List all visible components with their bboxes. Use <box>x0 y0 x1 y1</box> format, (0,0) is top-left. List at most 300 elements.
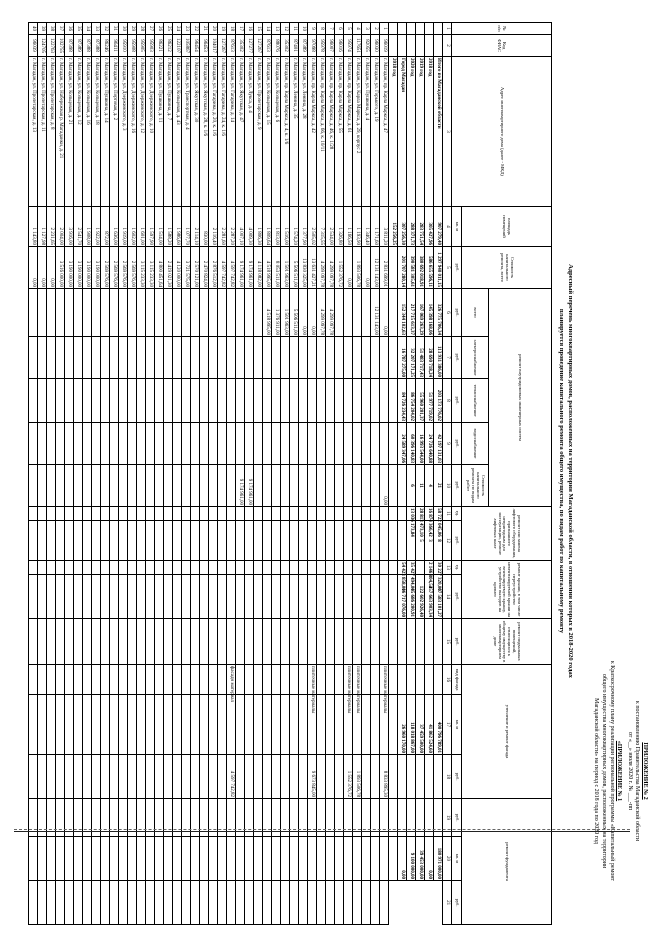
cell-found-area <box>263 837 272 881</box>
cell-works <box>146 465 155 507</box>
column-number: 20 <box>443 837 452 881</box>
cell-lift-n: 6 <box>407 465 416 507</box>
cell-basement <box>218 619 227 665</box>
cell-area: 4 007,10 <box>236 207 245 247</box>
cell-sys: 0,00 <box>308 289 317 337</box>
cell-basement <box>335 619 344 665</box>
cell-total: 1 297 940 011,15 <box>434 247 443 289</box>
cell-basement <box>47 619 56 665</box>
cell-el <box>245 337 254 379</box>
cell-facade-vid <box>101 665 110 695</box>
cell-lift-n <box>272 507 281 521</box>
cell-basement: 16 717 076,00 <box>398 575 407 619</box>
cell-sys: 145 398 168,06 <box>425 289 434 337</box>
cell-facade-area <box>119 695 128 755</box>
cell-area: 2 541,70 <box>74 207 83 247</box>
cell-total: 4 597 742,82 <box>227 247 236 289</box>
cell-heat <box>236 379 245 423</box>
page-divider-dashed <box>14 829 630 830</box>
cell-works <box>173 465 182 507</box>
cell-lift-n <box>83 507 92 521</box>
cell-el <box>254 337 263 379</box>
cell-area: 1 574,20 <box>290 207 299 247</box>
cell-heat <box>335 379 344 423</box>
cell-num: 14 <box>263 23 272 35</box>
cell-basement <box>236 619 245 665</box>
cell-address: г. Магадан, ул. Горького, д. 19 <box>371 57 380 207</box>
cell-fias: 96454 <box>191 35 200 57</box>
cell-lift-n <box>65 507 74 521</box>
cell-facade: 118 018 867,00 <box>407 695 416 755</box>
cell-facade <box>83 755 92 799</box>
cell-basement <box>38 619 47 665</box>
cell-found-area <box>92 837 101 881</box>
cell-lift-n <box>389 465 398 507</box>
cell-el: 32 207 171,25 <box>407 337 416 379</box>
cell-heat <box>218 379 227 423</box>
cell-el <box>335 337 344 379</box>
cell-basement <box>164 619 173 665</box>
column-number: 5 <box>443 247 452 289</box>
cell-heat <box>146 379 155 423</box>
cell-num: 4 <box>353 23 362 35</box>
cell-heat <box>317 379 326 423</box>
cell-found-area <box>281 837 290 881</box>
cell-roof-n <box>308 561 317 575</box>
unit-rub: руб. <box>452 619 462 665</box>
cell-fias: 124705 <box>38 35 47 57</box>
cell-facade-area <box>83 695 92 755</box>
cell-facade-area <box>137 695 146 755</box>
cell-sys <box>362 289 371 337</box>
cell-works <box>362 465 371 507</box>
cell-el <box>227 337 236 379</box>
cell-facade <box>137 755 146 799</box>
cell-lift-n <box>182 507 191 521</box>
cell-facade-vid <box>146 665 155 695</box>
cell-facade-area <box>182 695 191 755</box>
cell-water <box>56 423 65 465</box>
cell-water <box>110 423 119 465</box>
cell-heat <box>200 379 209 423</box>
table-row <box>137 23 146 925</box>
cell-total: 12 131 143,00 <box>371 247 380 289</box>
cell-address: г. Магадан, пр. Карла Маркса, д. 61 <box>344 57 353 207</box>
cell-found <box>389 837 398 881</box>
cell-basement <box>317 619 326 665</box>
cell-lift-n <box>146 507 155 521</box>
cell-facade-vid <box>155 665 164 695</box>
cell-num: 36 <box>65 23 74 35</box>
cell-roof-n: 3 <box>425 521 434 561</box>
cell-found <box>263 881 272 925</box>
cell-total: 0,00 <box>38 247 47 289</box>
cell-el <box>317 337 326 379</box>
cell-found-area <box>344 837 353 881</box>
cell-facade <box>209 755 218 799</box>
table-row <box>110 23 119 925</box>
table-row <box>344 23 353 925</box>
cell-area: 1 127,98 <box>38 207 47 247</box>
col-total: Стоимость капитального ремонта, всего <box>462 247 552 289</box>
cell-found <box>335 881 344 925</box>
cell-water <box>371 423 380 465</box>
cell-heat <box>137 379 146 423</box>
cell-roof-n <box>29 561 38 575</box>
cell-num: 12 <box>281 23 290 35</box>
cell-facade-area <box>47 695 56 755</box>
cell-found-vid <box>407 755 416 799</box>
cell-sys <box>254 289 263 337</box>
cell-fias: 88076 <box>272 35 281 57</box>
cell-water <box>83 423 92 465</box>
cell-fias <box>389 35 398 57</box>
cell-facade <box>47 755 56 799</box>
cell-roof <box>236 575 245 619</box>
col-heat: теплоснабжение <box>462 379 489 423</box>
cell-facade <box>371 755 380 799</box>
cell-facade-vid <box>182 665 191 695</box>
table-row <box>272 23 281 925</box>
cell-el <box>290 337 299 379</box>
cell-facade-area <box>173 695 182 755</box>
cell-heat <box>182 379 191 423</box>
title-line-1: Адресный перечень многоквартирных домов, расположенных на территории Магаданской области, в отношении которых в 2018-2020 годах <box>567 264 574 678</box>
cell-lift-n <box>299 507 308 521</box>
table-row <box>335 23 344 925</box>
col-electro: электроснабжение <box>462 337 489 379</box>
cell-num: 13 <box>272 23 281 35</box>
cell-area: 1 813,00 <box>272 207 281 247</box>
cell-roof <box>218 575 227 619</box>
cell-facade-area <box>245 695 254 755</box>
cell-facade-vid <box>416 619 425 665</box>
table-row <box>245 23 254 925</box>
cell-roof <box>155 575 164 619</box>
cell-lift <box>380 521 389 561</box>
col-sys-total: всего <box>462 289 489 337</box>
cell-lift <box>56 521 65 561</box>
cell-fias: 87401 <box>290 35 299 57</box>
cell-facade-area <box>389 665 398 695</box>
cell-address: г. Магадан, ул. Ленина, д. 35 <box>290 57 299 207</box>
table-row <box>119 23 128 925</box>
col-water: водоснабжение <box>462 423 489 465</box>
cell-lift <box>281 521 290 561</box>
cell-address: г. Магадан, ул. Пролетарская, д. 9 <box>254 57 263 207</box>
cell-roof-n <box>92 561 101 575</box>
cell-heat <box>65 379 74 423</box>
cell-num: 10 <box>299 23 308 35</box>
cell-facade <box>92 755 101 799</box>
cell-total: 4 120 000,00 <box>173 247 182 289</box>
cell-area: 1 588,20 <box>164 207 173 247</box>
cell-area: 1 077,70 <box>182 207 191 247</box>
cell-roof-n <box>245 561 254 575</box>
cell-num: 21 <box>200 23 209 35</box>
cell-facade-vid <box>290 665 299 695</box>
cell-facade <box>191 755 200 799</box>
cell-water <box>263 423 272 465</box>
cell-roof-n <box>110 561 119 575</box>
appendix-1-line3: Магаданской области» на период с 2018 года по 2020 год <box>593 698 600 844</box>
cell-el <box>173 337 182 379</box>
cell-basement <box>380 619 389 665</box>
cell-address: г. Магадан, ул. Дзержинского, д. 16 <box>128 57 137 207</box>
cell-water <box>308 423 317 465</box>
cell-sys: 326 775 706,34 <box>434 289 443 337</box>
cell-heat <box>353 379 362 423</box>
cell-el <box>56 337 65 379</box>
cell-facade-vid <box>326 665 335 695</box>
cell-roof-n <box>209 561 218 575</box>
cell-total: 13 830 325,00 <box>299 247 308 289</box>
cell-lift-n <box>218 507 227 521</box>
cell-facade-area <box>326 695 335 755</box>
cell-roof <box>47 575 56 619</box>
cell-found-area <box>236 837 245 881</box>
cell-area: 1 597,90 <box>146 207 155 247</box>
cell-found <box>317 881 326 925</box>
cell-facade <box>326 755 335 799</box>
cell-found-area <box>56 837 65 881</box>
unit-rub: руб. <box>452 379 462 423</box>
cell-address: г. Магадан, пр. Карла Маркса, д. 42 <box>308 57 317 207</box>
cell-facade-vid <box>83 665 92 695</box>
cell-heat: 84 726 234,43 <box>398 379 407 423</box>
cell-roof <box>416 561 425 575</box>
cell-facade-vid <box>245 665 254 695</box>
cell-facade-vid <box>47 665 56 695</box>
cell-sys <box>137 289 146 337</box>
cell-lift-n <box>38 507 47 521</box>
cell-found <box>200 881 209 925</box>
cell-water <box>344 423 353 465</box>
cell-works <box>137 465 146 507</box>
cell-found: 180 971 000,00 <box>434 837 443 881</box>
cell-total: 3 190 000,00 <box>83 247 92 289</box>
table-row <box>362 23 371 925</box>
cell-sys <box>38 289 47 337</box>
cell-roof <box>38 575 47 619</box>
cell-el <box>326 337 335 379</box>
cell-lift <box>29 521 38 561</box>
cell-total: 2 569 576,00 <box>101 247 110 289</box>
cell-heat <box>128 379 137 423</box>
cell-heat: 86 754 204,02 <box>407 379 416 423</box>
cell-facade-area <box>110 695 119 755</box>
cell-roof-n <box>74 561 83 575</box>
cell-roof-n <box>335 561 344 575</box>
cell-el <box>281 337 290 379</box>
cell-el <box>155 337 164 379</box>
cell-lift <box>173 521 182 561</box>
cell-water <box>38 423 47 465</box>
cell-sys: 5 506 511,00 <box>290 289 299 337</box>
cell-facade-vid <box>434 619 443 665</box>
cell-water <box>236 423 245 465</box>
cell-total: 9 174 961,00 <box>236 247 245 289</box>
cell-lift <box>371 521 380 561</box>
cell-found <box>227 881 236 925</box>
cell-sys: 152 344 102,63 <box>398 289 407 337</box>
cell-facade-area <box>92 695 101 755</box>
cell-found <box>182 881 191 925</box>
total-row <box>398 23 407 925</box>
cell-address: г. Магадан, ул. Гагарина, д. 20, к. 1/6 <box>209 57 218 207</box>
appendix-1-to: к Краткосрочному плану реализации региональной программы «Капитальный ремонт <box>608 660 615 882</box>
column-number: 15 <box>443 619 452 665</box>
cell-found <box>146 881 155 925</box>
cell-total: 0,00 <box>47 247 56 289</box>
cell-basement: 67 583 101,27 <box>434 575 443 619</box>
cell-found-vid <box>425 755 434 799</box>
cell-lift <box>200 521 209 561</box>
cell-basement <box>362 619 371 665</box>
cell-facade-area <box>164 695 173 755</box>
cell-facade-vid <box>128 665 137 695</box>
cell-roof <box>65 575 74 619</box>
cell-found <box>254 881 263 925</box>
cell-found <box>47 881 56 925</box>
cell-roof <box>119 575 128 619</box>
cell-lift-n <box>227 507 236 521</box>
cell-found <box>191 881 200 925</box>
cell-water <box>65 423 74 465</box>
cell-roof-n <box>191 561 200 575</box>
cell-lift-n <box>236 507 245 521</box>
cell-facade-vid <box>254 665 263 695</box>
cell-lift-n <box>317 507 326 521</box>
cell-fias: 87388 <box>92 35 101 57</box>
cell-fias: 96030 <box>371 35 380 57</box>
cell-fias: 95908 <box>128 35 137 57</box>
cell-facade <box>263 755 272 799</box>
table-row <box>182 23 191 925</box>
cell-facade: 1 893 506,78 <box>353 755 362 799</box>
cell-fias <box>434 35 443 57</box>
cell-fias: 95905 <box>137 35 146 57</box>
header-row-1 <box>489 23 552 925</box>
cell-found-vid <box>416 755 425 799</box>
cell-area: 1 986,60 <box>173 207 182 247</box>
cell-roof-n <box>371 561 380 575</box>
cell-el: 51 483 717,43 <box>416 337 425 379</box>
cell-area: 2 505,02 <box>308 207 317 247</box>
cell-lift <box>164 521 173 561</box>
col-roof: ремонт крыши, в том числе переустройство невентилируемой крыши на вентилируемую крышу, устройство выходов на кровлю <box>462 561 552 619</box>
cell-total: 1 552 376,72 <box>335 247 344 289</box>
cell-found-area <box>29 837 38 881</box>
cell-found <box>119 881 128 925</box>
cell-roof: 35 427 494,00 <box>407 561 416 575</box>
table-row <box>227 23 236 925</box>
table-row <box>254 23 263 925</box>
cell-lift-n <box>191 507 200 521</box>
cell-works <box>155 465 164 507</box>
cell-heat <box>83 379 92 423</box>
cell-lift: 16 874 366,42 <box>425 507 434 521</box>
cell-lift-n <box>47 507 56 521</box>
cell-area: 1 809,64 <box>263 207 272 247</box>
cell-works <box>218 465 227 507</box>
cell-roof <box>371 575 380 619</box>
cell-roof <box>353 575 362 619</box>
cell-works <box>65 465 74 507</box>
cell-el <box>110 337 119 379</box>
cell-facade <box>128 755 137 799</box>
cell-facade: 1 552 376,72 <box>344 755 353 799</box>
unit-ed: ед. <box>452 507 462 521</box>
column-number: 10 <box>443 465 452 507</box>
cell-basement <box>83 619 92 665</box>
cell-fias: 87398 <box>65 35 74 57</box>
cell-heat <box>38 379 47 423</box>
cell-lift-n <box>209 507 218 521</box>
cell-water <box>92 423 101 465</box>
cell-facade: 37 459 500,00 <box>416 695 425 755</box>
cell-roof-n: 5 <box>416 521 425 561</box>
cell-num: 30 <box>119 23 128 35</box>
cell-fias: 87389 <box>74 35 83 57</box>
title-line-2: планируется проведение капитального ремонта общего имущества, по видам работ по капитальному ремонту <box>557 308 565 634</box>
cell-basement <box>119 619 128 665</box>
cell-roof-n: 8 <box>434 521 443 561</box>
cell-roof <box>344 575 353 619</box>
cell-roof <box>335 575 344 619</box>
cell-works <box>326 465 335 507</box>
cell-facade-area <box>335 695 344 755</box>
cell-sys <box>173 289 182 337</box>
cell-heat <box>326 379 335 423</box>
column-number: 19 <box>443 799 452 837</box>
cell-works <box>371 465 380 507</box>
cell-works <box>281 465 290 507</box>
cell-heat <box>92 379 101 423</box>
cell-fias: 122107 <box>173 35 182 57</box>
cell-water <box>218 423 227 465</box>
cell-roof-n <box>119 561 128 575</box>
cell-sys <box>344 289 353 337</box>
cell-area: 907 279,40 <box>434 207 443 247</box>
cell-area: 2 287,20 <box>227 207 236 247</box>
table-row <box>56 23 65 925</box>
cell-roof <box>182 575 191 619</box>
cell-lift-n <box>371 507 380 521</box>
cell-lift-n <box>29 507 38 521</box>
column-number: 16 <box>443 665 452 695</box>
cell-lift <box>101 521 110 561</box>
appendix-header <box>592 656 648 886</box>
table-row <box>326 23 335 925</box>
cell-basement <box>182 619 191 665</box>
cell-roof-n <box>155 561 164 575</box>
cell-basement <box>110 619 119 665</box>
cell-num: 11 <box>290 23 299 35</box>
cell-roof-n <box>200 561 209 575</box>
cell-address: г. Магадан, ул. Набережная р. Магаданки, д. 21 <box>56 57 65 207</box>
col-num: № п/п <box>452 23 552 35</box>
cell-lift-n <box>101 507 110 521</box>
cell-works <box>38 465 47 507</box>
cell-facade-area <box>434 665 443 695</box>
cell-lift-n <box>254 507 263 521</box>
cell-lift-n <box>119 507 128 521</box>
cell-address: г. Магадан, ул. Гагарина, д. 14 <box>227 57 236 207</box>
cell-found <box>92 881 101 925</box>
cell-facade-area <box>425 665 434 695</box>
cell-found-area <box>101 837 110 881</box>
